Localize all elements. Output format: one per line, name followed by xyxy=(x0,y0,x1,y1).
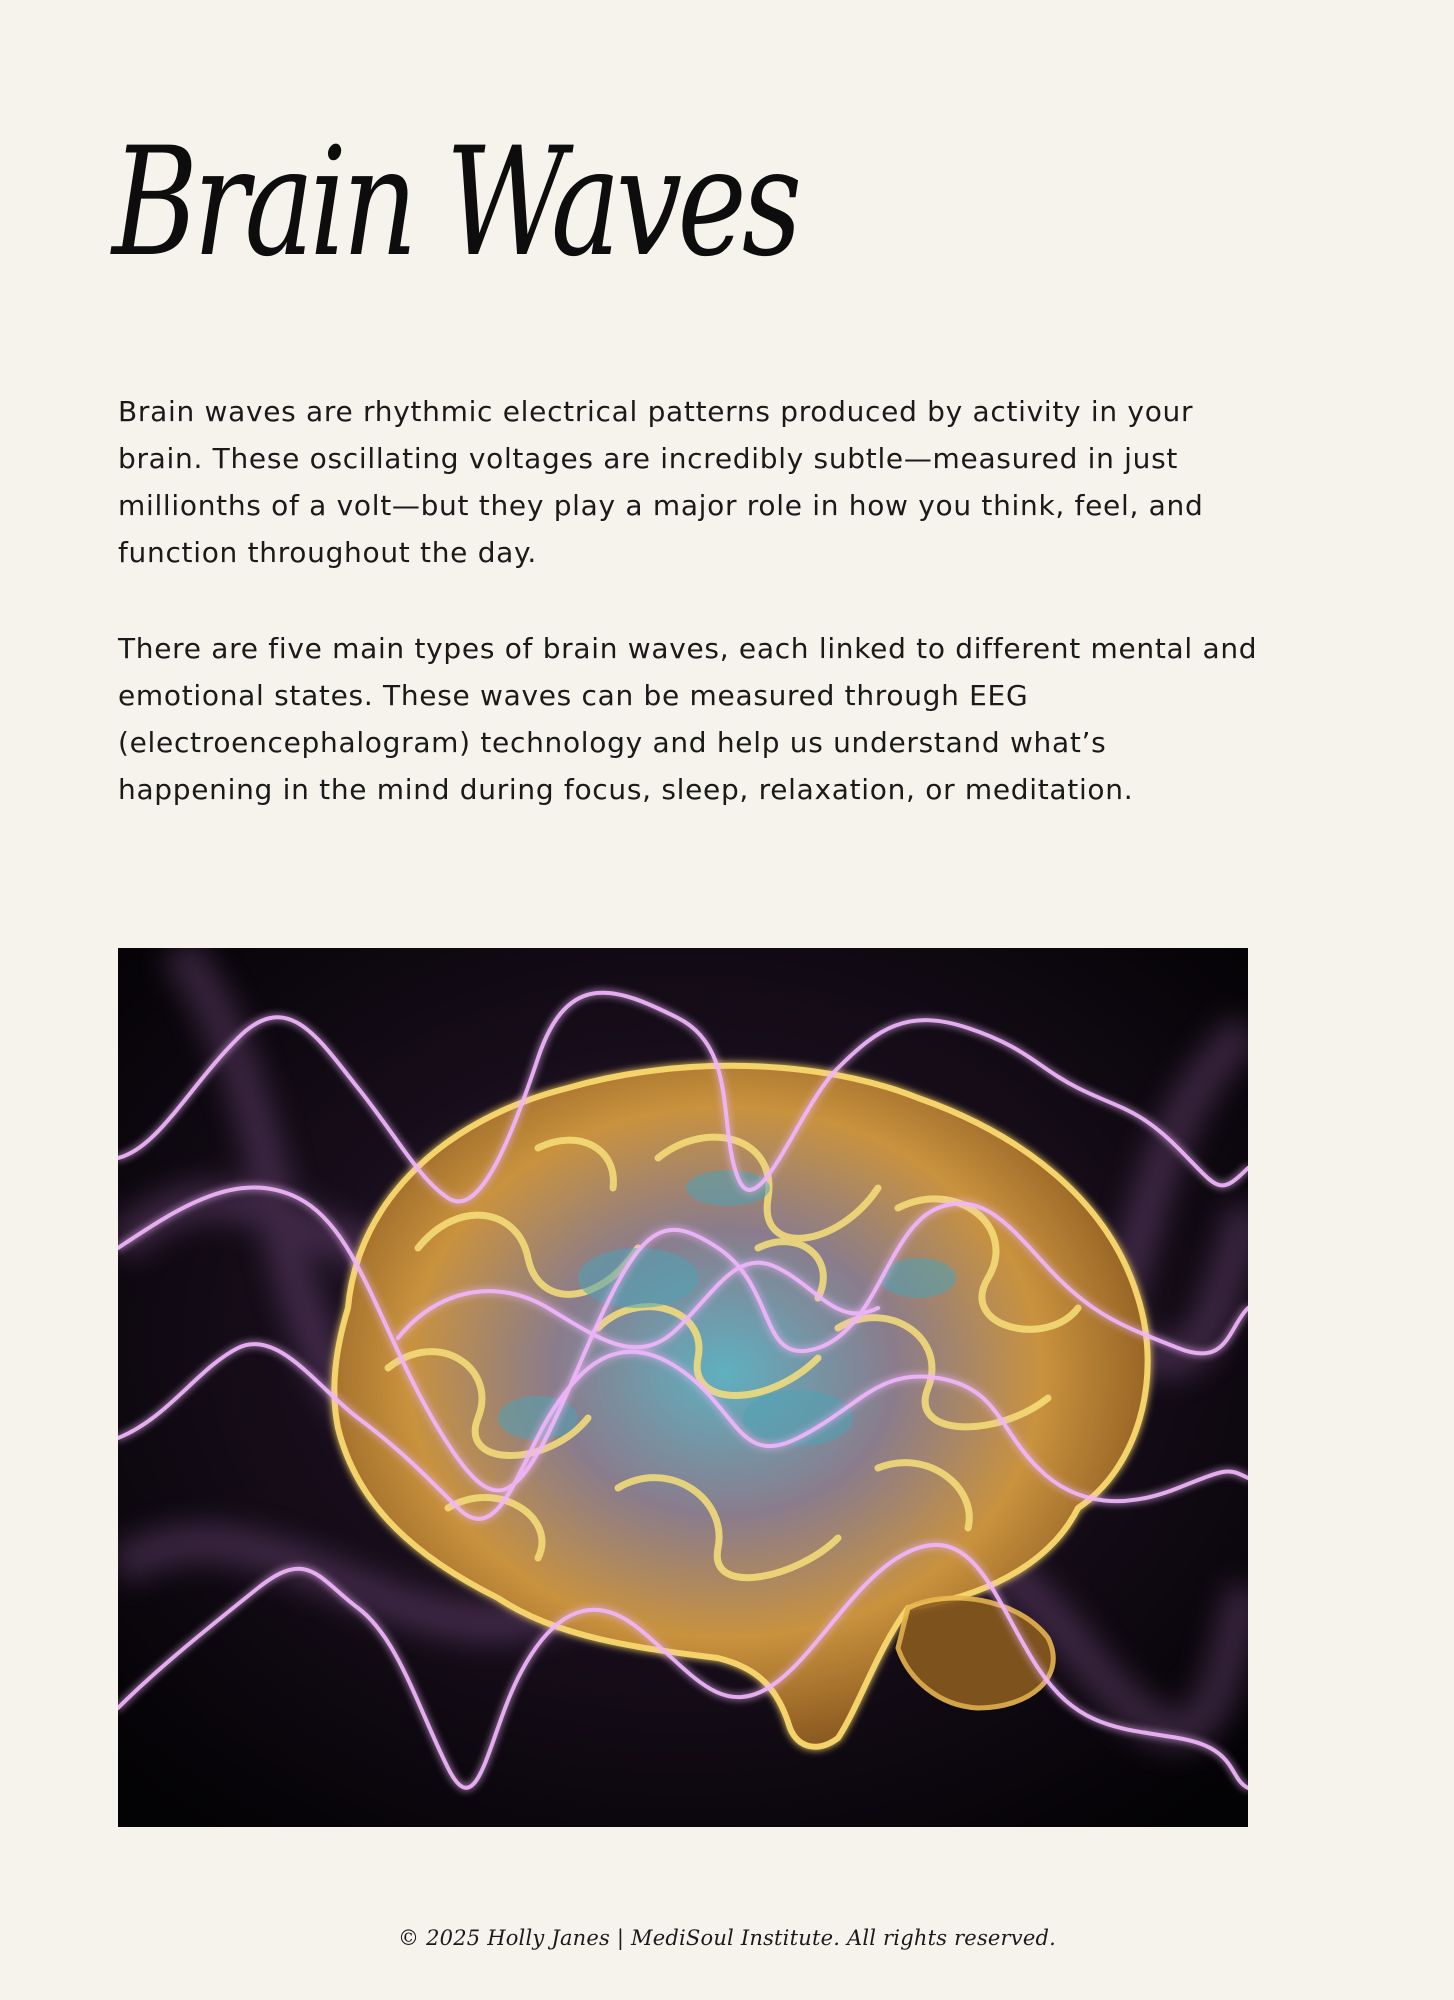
copyright-footer: © 2025 Holly Janes | MediSoul Institute. All rights reserved. xyxy=(398,1926,1056,1950)
page-title: Brain Waves xyxy=(112,116,798,290)
brain-illustration-icon xyxy=(118,948,1248,1827)
intro-paragraph: Brain waves are rhythmic electrical patterns produced by activity in your brain. These oscillating voltages are incredibly subtle—measured in just millionths of a volt—but they play a major role in how you think, feel, and function throughout the day. xyxy=(118,395,1204,569)
brain-waves-image xyxy=(118,948,1248,1827)
types-paragraph: There are five main types of brain waves, each linked to different mental and emotional states. These waves can be measured through EEG (electroencephalogram) technology and help us understand what’s happening in the mind during focus, sleep, relaxation, or meditation. xyxy=(118,632,1258,806)
